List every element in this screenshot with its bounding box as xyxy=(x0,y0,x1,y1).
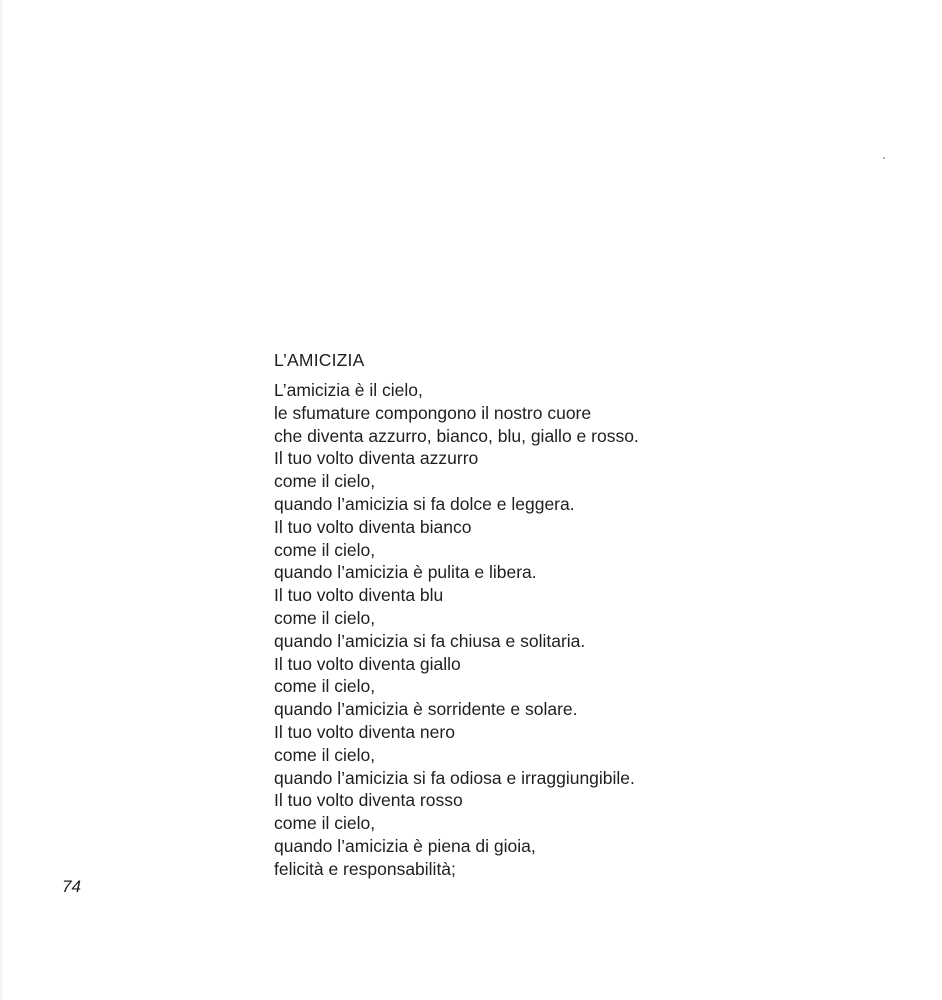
poem-line: come il cielo, xyxy=(274,744,376,765)
poem-line: che diventa azzurro, bianco, blu, giallo e rosso. xyxy=(274,425,639,446)
poem xyxy=(274,349,914,881)
poem-title: L’AMICIZIA xyxy=(274,350,365,370)
poem-line: quando l’amicizia è pulita e libera. xyxy=(274,562,537,583)
poem-line: come il cielo, xyxy=(274,471,376,492)
poem-line: quando l’amicizia è piena di gioia, xyxy=(274,835,536,856)
poem-line: quando l’amicizia è sorridente e solare. xyxy=(274,699,578,720)
poem-line: come il cielo, xyxy=(274,539,376,560)
poem-line: come il cielo, xyxy=(274,813,376,834)
poem-line: quando l’amicizia si fa dolce e leggera. xyxy=(274,493,575,514)
scan-edge-shadow xyxy=(0,0,4,1000)
poem-line: come il cielo, xyxy=(274,676,376,697)
poem-line: Il tuo volto diventa blu xyxy=(274,585,444,606)
poem-line: Il tuo volto diventa nero xyxy=(274,721,455,742)
poem-line: felicità e responsabilità; xyxy=(274,858,456,879)
poem-line: Il tuo volto diventa rosso xyxy=(274,790,463,811)
poem-line: quando l’amicizia si fa chiusa e solitaria. xyxy=(274,630,586,651)
poem-line: Il tuo volto diventa bianco xyxy=(274,516,472,537)
poem-line: L’amicizia è il cielo, xyxy=(274,380,423,400)
poem-line: Il tuo volto diventa azzurro xyxy=(274,448,479,469)
scan-speck xyxy=(883,157,885,159)
poem-line: come il cielo, xyxy=(274,607,376,628)
poem-line: Il tuo volto diventa giallo xyxy=(274,653,461,674)
page-number: 74 xyxy=(62,877,81,896)
poem-line: quando l’amicizia si fa odiosa e irraggiungibile. xyxy=(274,767,635,788)
poem-line: le sfumature compongono il nostro cuore xyxy=(274,402,592,423)
poem-lines xyxy=(274,379,914,881)
